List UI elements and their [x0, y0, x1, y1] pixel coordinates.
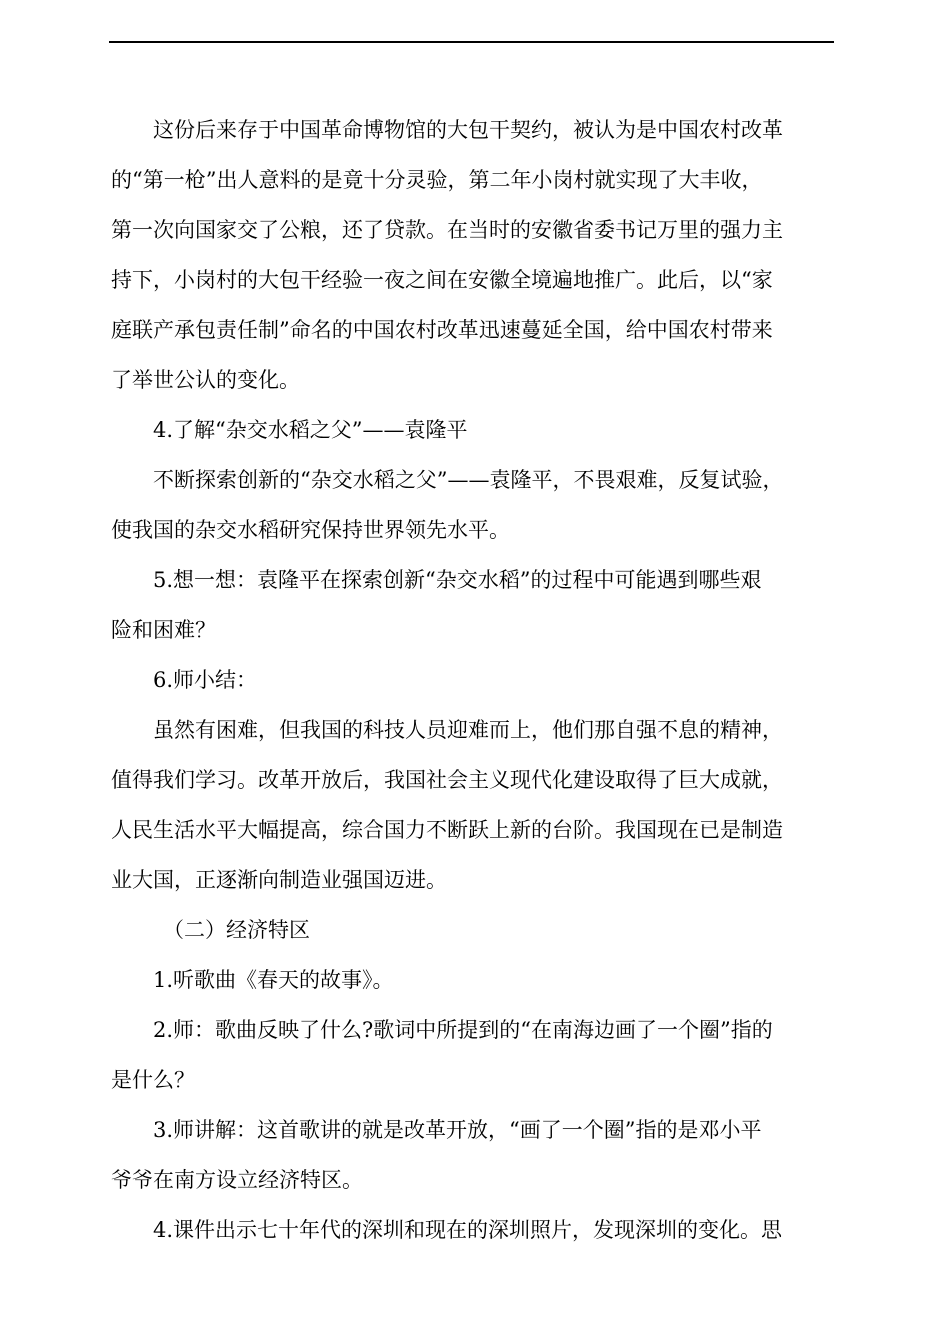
paragraph-line: 使我国的杂交水稻研究保持世界领先水平。 — [111, 518, 510, 542]
paragraph-line: 爷爷在南方设立经济特区。 — [111, 1168, 363, 1192]
section-item-heading: 6.师小结： — [153, 668, 258, 692]
section-item-heading: 1.听歌曲《春天的故事》。 — [153, 968, 394, 992]
paragraph-line: 庭联产承包责任制”命名的中国农村改革迅速蔓延全国，给中国农村带来 — [111, 318, 773, 342]
header-rule — [109, 41, 834, 43]
paragraph-line: 业大国，正逐渐向制造业强国迈进。 — [111, 868, 447, 892]
paragraph-line: 是什么？ — [111, 1068, 195, 1092]
paragraph-line: 不断探索创新的“杂交水稻之父”——袁隆平，不畏艰难，反复试验， — [153, 468, 784, 492]
section-item-heading: 4.课件出示七十年代的深圳和现在的深圳照片，发现深圳的变化。思 — [153, 1218, 783, 1242]
document-body — [111, 105, 851, 1255]
section-item-heading: 2.师：歌曲反映了什么?歌词中所提到的“在南海边画了一个圈”指的 — [153, 1018, 773, 1042]
paragraph-line: 持下，小岗村的大包干经验一夜之间在安徽全境遍地推广。此后，以“家 — [111, 268, 773, 292]
section-item-heading: 5.想一想：袁隆平在探索创新“杂交水稻”的过程中可能遇到哪些艰 — [153, 568, 762, 592]
paragraph-line: 这份后来存于中国革命博物馆的大包干契约，被认为是中国农村改革 — [153, 118, 783, 142]
paragraph-line: 人民生活水平大幅提高，综合国力不断跃上新的台阶。我国现在已是制造 — [111, 818, 783, 842]
paragraph-line: 第一次向国家交了公粮，还了贷款。在当时的安徽省委书记万里的强力主 — [111, 218, 783, 242]
paragraph-line: 虽然有困难，但我国的科技人员迎难而上，他们那自强不息的精神， — [153, 718, 783, 742]
paragraph-line: 险和困难？ — [111, 618, 216, 642]
paragraph-line: 的“第一枪”出人意料的是竟十分灵验，第二年小岗村就实现了大丰收， — [111, 168, 763, 192]
section-item-heading: 4.了解“杂交水稻之父”——袁隆平 — [153, 418, 468, 442]
section-heading: （二）经济特区 — [163, 918, 310, 942]
paragraph-line: 值得我们学习。改革开放后，我国社会主义现代化建设取得了巨大成就， — [111, 768, 783, 792]
section-item-heading: 3.师讲解：这首歌讲的就是改革开放，“画了一个圈”指的是邓小平 — [153, 1118, 762, 1142]
paragraph-line: 了举世公认的变化。 — [111, 368, 300, 392]
